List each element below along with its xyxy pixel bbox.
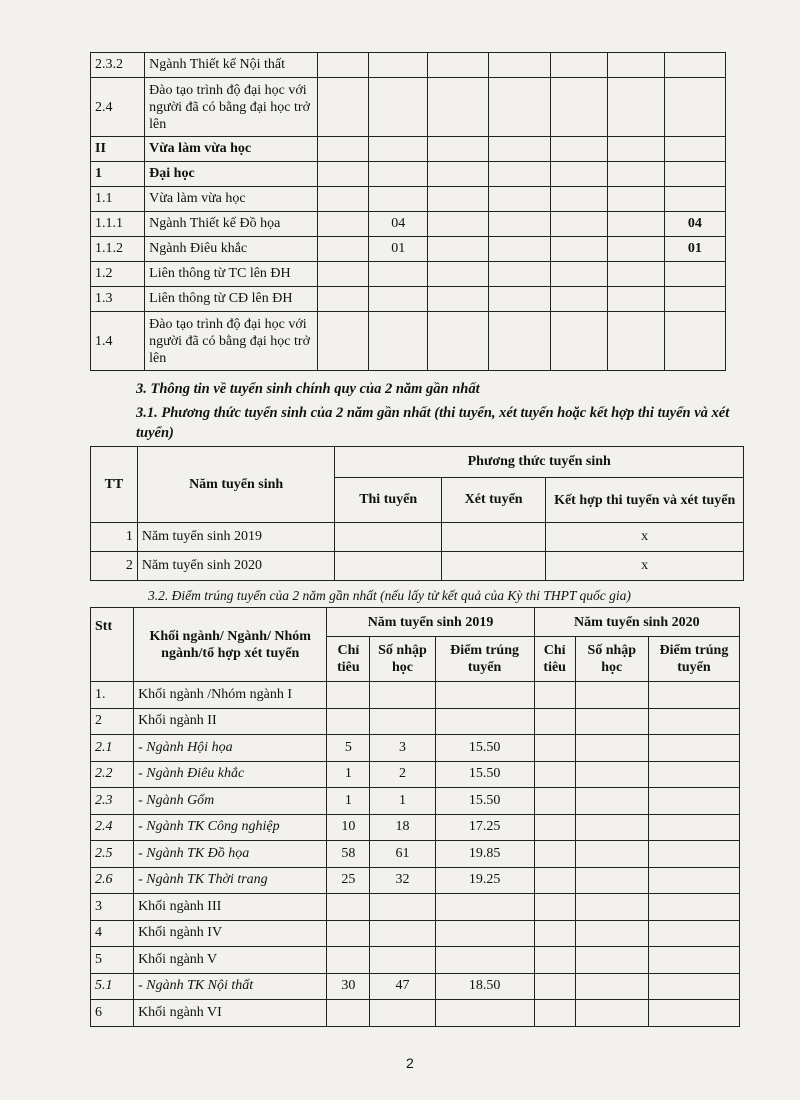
score-2020	[648, 973, 739, 1000]
value-cell-total: 01	[664, 237, 725, 262]
empty-cell	[551, 212, 608, 237]
enrolled-2019	[370, 894, 435, 921]
group-name: - Ngành Hội họa	[134, 735, 327, 762]
empty-cell	[551, 162, 608, 187]
empty-cell	[608, 78, 665, 137]
score-2019-header: Điểm trúng tuyển	[435, 637, 534, 682]
admission-method-table	[90, 446, 744, 581]
empty-cell	[318, 137, 369, 162]
group-name: - Ngành Gốm	[134, 788, 327, 815]
empty-cell	[318, 187, 369, 212]
empty-cell	[428, 212, 489, 237]
score-2019: 15.50	[435, 788, 534, 815]
row-number: 1.2	[91, 262, 145, 287]
table-row	[91, 187, 726, 212]
quota-2020	[534, 973, 575, 1000]
row-name: Liên thông từ TC lên ĐH	[145, 262, 318, 287]
empty-cell	[318, 212, 369, 237]
group-name: Khối ngành V	[134, 947, 327, 974]
enrolled-2019: 1	[370, 788, 435, 815]
score-2019	[435, 1000, 534, 1027]
row-number: 2.3.2	[91, 53, 145, 78]
table-row	[91, 920, 740, 947]
empty-cell	[608, 137, 665, 162]
enrolled-2020-header: Số nhập học	[575, 637, 648, 682]
value-cell	[369, 53, 428, 78]
row-name: Ngành Thiết kế Nội thất	[145, 53, 318, 78]
row-number: 5	[91, 947, 134, 974]
score-2019: 17.25	[435, 814, 534, 841]
value-cell: 01	[369, 237, 428, 262]
score-2020	[648, 841, 739, 868]
empty-cell	[608, 262, 665, 287]
empty-cell	[551, 78, 608, 137]
quota-2020	[534, 814, 575, 841]
enrolled-2019	[370, 682, 435, 709]
empty-cell	[318, 78, 369, 137]
row-number: 5.1	[91, 973, 134, 1000]
score-2020-header: Điểm trúng tuyển	[648, 637, 739, 682]
row-number: 1.	[91, 682, 134, 709]
group-name: - Ngành Điêu khắc	[134, 761, 327, 788]
group-name: Khối ngành IV	[134, 920, 327, 947]
empty-cell	[551, 237, 608, 262]
row-number: 2.5	[91, 841, 134, 868]
combined-cell: x	[546, 552, 744, 581]
section-3-1-heading: 3.1. Phương thức tuyển sinh của 2 năm gần nhất (thi tuyển, xét tuyển hoặc kết hợp thi tuyển và xét tuyển)	[136, 405, 730, 441]
group-header: Khối ngành/ Ngành/ Nhóm ngành/tổ hợp xét tuyển	[134, 608, 327, 682]
empty-cell	[428, 78, 489, 137]
quota-2019	[327, 708, 370, 735]
score-2019: 19.25	[435, 867, 534, 894]
quota-2019: 1	[327, 788, 370, 815]
enrolled-2019: 32	[370, 867, 435, 894]
row-number: 1.1.1	[91, 212, 145, 237]
row-name: Đại học	[145, 162, 318, 187]
year-cell: Năm tuyển sinh 2019	[137, 523, 335, 552]
exam-header: Thi tuyển	[335, 478, 441, 523]
empty-cell	[428, 53, 489, 78]
row-number: 3	[91, 894, 134, 921]
score-2020	[648, 761, 739, 788]
enrolled-2019	[370, 708, 435, 735]
row-number: II	[91, 137, 145, 162]
quota-2020	[534, 920, 575, 947]
page-number: 2	[406, 1055, 414, 1071]
quota-2019	[327, 894, 370, 921]
value-cell-total	[664, 78, 725, 137]
stt-header: Stt	[91, 608, 134, 682]
score-2020	[648, 735, 739, 762]
section-3-heading: 3. Thông tin về tuyển sinh chính quy của 2 năm gần nhất	[136, 381, 480, 397]
empty-cell	[608, 287, 665, 312]
row-number: 1.1	[91, 187, 145, 212]
group-name: - Ngành TK Thời trang	[134, 867, 327, 894]
score-2019: 18.50	[435, 973, 534, 1000]
table-row	[91, 312, 726, 371]
enrolled-2019	[370, 1000, 435, 1027]
table-row	[91, 682, 740, 709]
row-number: 1.4	[91, 312, 145, 371]
quota-2020	[534, 841, 575, 868]
empty-cell	[318, 53, 369, 78]
empty-cell	[488, 262, 550, 287]
quota-2020-header: Chỉ tiêu	[534, 637, 575, 682]
quota-2020	[534, 708, 575, 735]
group-name: Khối ngành II	[134, 708, 327, 735]
score-2020	[648, 920, 739, 947]
combined-cell: x	[546, 523, 744, 552]
group-name: - Ngành TK Công nghiệp	[134, 814, 327, 841]
score-2019	[435, 894, 534, 921]
empty-cell	[428, 187, 489, 212]
quota-2020	[534, 682, 575, 709]
value-cell	[369, 137, 428, 162]
empty-cell	[428, 137, 489, 162]
empty-cell	[488, 312, 550, 371]
table-row	[91, 894, 740, 921]
empty-cell	[318, 262, 369, 287]
table-row	[91, 1000, 740, 1027]
value-cell-total	[664, 137, 725, 162]
row-number: 1.3	[91, 287, 145, 312]
enrolled-2019: 18	[370, 814, 435, 841]
enrolled-2020	[575, 761, 648, 788]
empty-cell	[608, 53, 665, 78]
review-header: Xét tuyển	[441, 478, 545, 523]
year-cell: Năm tuyển sinh 2020	[137, 552, 335, 581]
table-row	[91, 841, 740, 868]
score-2019	[435, 708, 534, 735]
empty-cell	[318, 312, 369, 371]
group-name: Khối ngành III	[134, 894, 327, 921]
empty-cell	[488, 53, 550, 78]
enrolled-2019-header: Số nhập học	[370, 637, 435, 682]
empty-cell	[551, 187, 608, 212]
empty-cell	[428, 237, 489, 262]
table-row	[91, 814, 740, 841]
row-number: 2.1	[91, 735, 134, 762]
enrolled-2020	[575, 735, 648, 762]
enrolled-2019: 61	[370, 841, 435, 868]
value-cell-total	[664, 287, 725, 312]
group-name: - Ngành TK Nội thất	[134, 973, 327, 1000]
table-row	[91, 212, 726, 237]
tt-header: TT	[91, 447, 138, 523]
enrolled-2020	[575, 1000, 648, 1027]
group-name: - Ngành TK Đồ họa	[134, 841, 327, 868]
value-cell	[369, 287, 428, 312]
row-name: Đào tạo trình độ đại học với người đã có bằng đại học trở lên	[145, 312, 318, 371]
table-row	[91, 947, 740, 974]
quota-2019	[327, 947, 370, 974]
row-name: Vừa làm vừa học	[145, 137, 318, 162]
score-2020	[648, 788, 739, 815]
section-3-2-heading: 3.2. Điểm trúng tuyển của 2 năm gần nhất (nếu lấy từ kết quả của Kỳ thi THPT quốc gia)	[148, 588, 631, 603]
table-row	[91, 237, 726, 262]
value-cell: 04	[369, 212, 428, 237]
quota-2020	[534, 894, 575, 921]
empty-cell	[428, 262, 489, 287]
enrolled-2020	[575, 867, 648, 894]
value-cell-total	[664, 262, 725, 287]
value-cell-total	[664, 312, 725, 371]
quota-2019: 58	[327, 841, 370, 868]
group-name: Khối ngành /Nhóm ngành I	[134, 682, 327, 709]
table-row	[91, 137, 726, 162]
quota-2019: 1	[327, 761, 370, 788]
enrolled-2019: 3	[370, 735, 435, 762]
empty-cell	[608, 162, 665, 187]
enrolled-2019	[370, 947, 435, 974]
value-cell-total	[664, 187, 725, 212]
table-row	[91, 761, 740, 788]
enrollment-quota-table	[90, 52, 726, 371]
quota-2020	[534, 761, 575, 788]
value-cell-total: 04	[664, 212, 725, 237]
score-2019	[435, 947, 534, 974]
empty-cell	[488, 162, 550, 187]
score-2020	[648, 682, 739, 709]
row-number: 2.2	[91, 761, 134, 788]
empty-cell	[608, 237, 665, 262]
table-row	[91, 788, 740, 815]
enrolled-2020	[575, 682, 648, 709]
quota-2019	[327, 1000, 370, 1027]
quota-2019	[327, 920, 370, 947]
review-cell	[441, 552, 545, 581]
row-number: 1	[91, 523, 138, 552]
empty-cell	[488, 78, 550, 137]
score-2019: 15.50	[435, 735, 534, 762]
empty-cell	[488, 137, 550, 162]
row-name: Ngành Thiết kế Đồ họa	[145, 212, 318, 237]
empty-cell	[551, 53, 608, 78]
enrolled-2020	[575, 894, 648, 921]
method-header: Phương thức tuyển sinh	[335, 447, 744, 478]
score-2020	[648, 814, 739, 841]
enrolled-2020	[575, 947, 648, 974]
value-cell	[369, 78, 428, 137]
enrolled-2020	[575, 814, 648, 841]
empty-cell	[428, 162, 489, 187]
table-row	[91, 735, 740, 762]
table-row	[91, 867, 740, 894]
row-number: 2	[91, 552, 138, 581]
empty-cell	[488, 212, 550, 237]
quota-2019: 30	[327, 973, 370, 1000]
score-2020	[648, 947, 739, 974]
row-number: 2.3	[91, 788, 134, 815]
table-row	[91, 262, 726, 287]
row-name: Đào tạo trình độ đại học với người đã có bằng đại học trở lên	[145, 78, 318, 137]
quota-2019: 5	[327, 735, 370, 762]
empty-cell	[551, 287, 608, 312]
value-cell-total	[664, 162, 725, 187]
empty-cell	[428, 287, 489, 312]
row-name: Vừa làm vừa học	[145, 187, 318, 212]
year-2019-header: Năm tuyển sinh 2019	[327, 608, 534, 637]
score-2020	[648, 867, 739, 894]
score-2020	[648, 894, 739, 921]
enrolled-2019: 47	[370, 973, 435, 1000]
enrolled-2019: 2	[370, 761, 435, 788]
score-2019: 15.50	[435, 761, 534, 788]
quota-2020	[534, 788, 575, 815]
quota-2019-header: Chỉ tiêu	[327, 637, 370, 682]
quota-2020	[534, 735, 575, 762]
empty-cell	[551, 262, 608, 287]
row-name: Ngành Điêu khắc	[145, 237, 318, 262]
row-number: 2	[91, 708, 134, 735]
empty-cell	[318, 287, 369, 312]
quota-2019: 25	[327, 867, 370, 894]
quota-2019: 10	[327, 814, 370, 841]
row-number: 2.4	[91, 78, 145, 137]
empty-cell	[608, 312, 665, 371]
table-row	[91, 552, 744, 581]
year-2020-header: Năm tuyển sinh 2020	[534, 608, 739, 637]
empty-cell	[488, 237, 550, 262]
value-cell	[369, 262, 428, 287]
row-number: 2.6	[91, 867, 134, 894]
empty-cell	[428, 312, 489, 371]
row-number: 1.1.2	[91, 237, 145, 262]
quota-2020	[534, 867, 575, 894]
table-row	[91, 523, 744, 552]
enrolled-2020	[575, 788, 648, 815]
empty-cell	[318, 162, 369, 187]
quota-2019	[327, 682, 370, 709]
score-2019	[435, 920, 534, 947]
empty-cell	[488, 187, 550, 212]
value-cell	[369, 187, 428, 212]
score-2019	[435, 682, 534, 709]
value-cell-total	[664, 53, 725, 78]
table-row	[91, 708, 740, 735]
empty-cell	[318, 237, 369, 262]
row-number: 6	[91, 1000, 134, 1027]
group-name: Khối ngành VI	[134, 1000, 327, 1027]
review-cell	[441, 523, 545, 552]
table-row	[91, 973, 740, 1000]
quota-2020	[534, 1000, 575, 1027]
combined-header: Kết hợp thi tuyển và xét tuyển	[546, 478, 744, 523]
empty-cell	[551, 312, 608, 371]
enrolled-2019	[370, 920, 435, 947]
score-2019: 19.85	[435, 841, 534, 868]
exam-cell	[335, 552, 441, 581]
row-number: 4	[91, 920, 134, 947]
score-2020	[648, 1000, 739, 1027]
value-cell	[369, 162, 428, 187]
enrolled-2020	[575, 708, 648, 735]
row-number: 1	[91, 162, 145, 187]
row-number: 2.4	[91, 814, 134, 841]
enrolled-2020	[575, 920, 648, 947]
empty-cell	[608, 187, 665, 212]
enrolled-2020	[575, 841, 648, 868]
value-cell	[369, 312, 428, 371]
table-row	[91, 287, 726, 312]
empty-cell	[488, 287, 550, 312]
quota-2020	[534, 947, 575, 974]
year-header: Năm tuyển sinh	[137, 447, 335, 523]
table-row	[91, 162, 726, 187]
empty-cell	[608, 212, 665, 237]
table-row	[91, 78, 726, 137]
admission-score-table	[90, 607, 740, 1027]
table-row	[91, 53, 726, 78]
enrolled-2020	[575, 973, 648, 1000]
empty-cell	[551, 137, 608, 162]
exam-cell	[335, 523, 441, 552]
row-name: Liên thông từ CĐ lên ĐH	[145, 287, 318, 312]
score-2020	[648, 708, 739, 735]
